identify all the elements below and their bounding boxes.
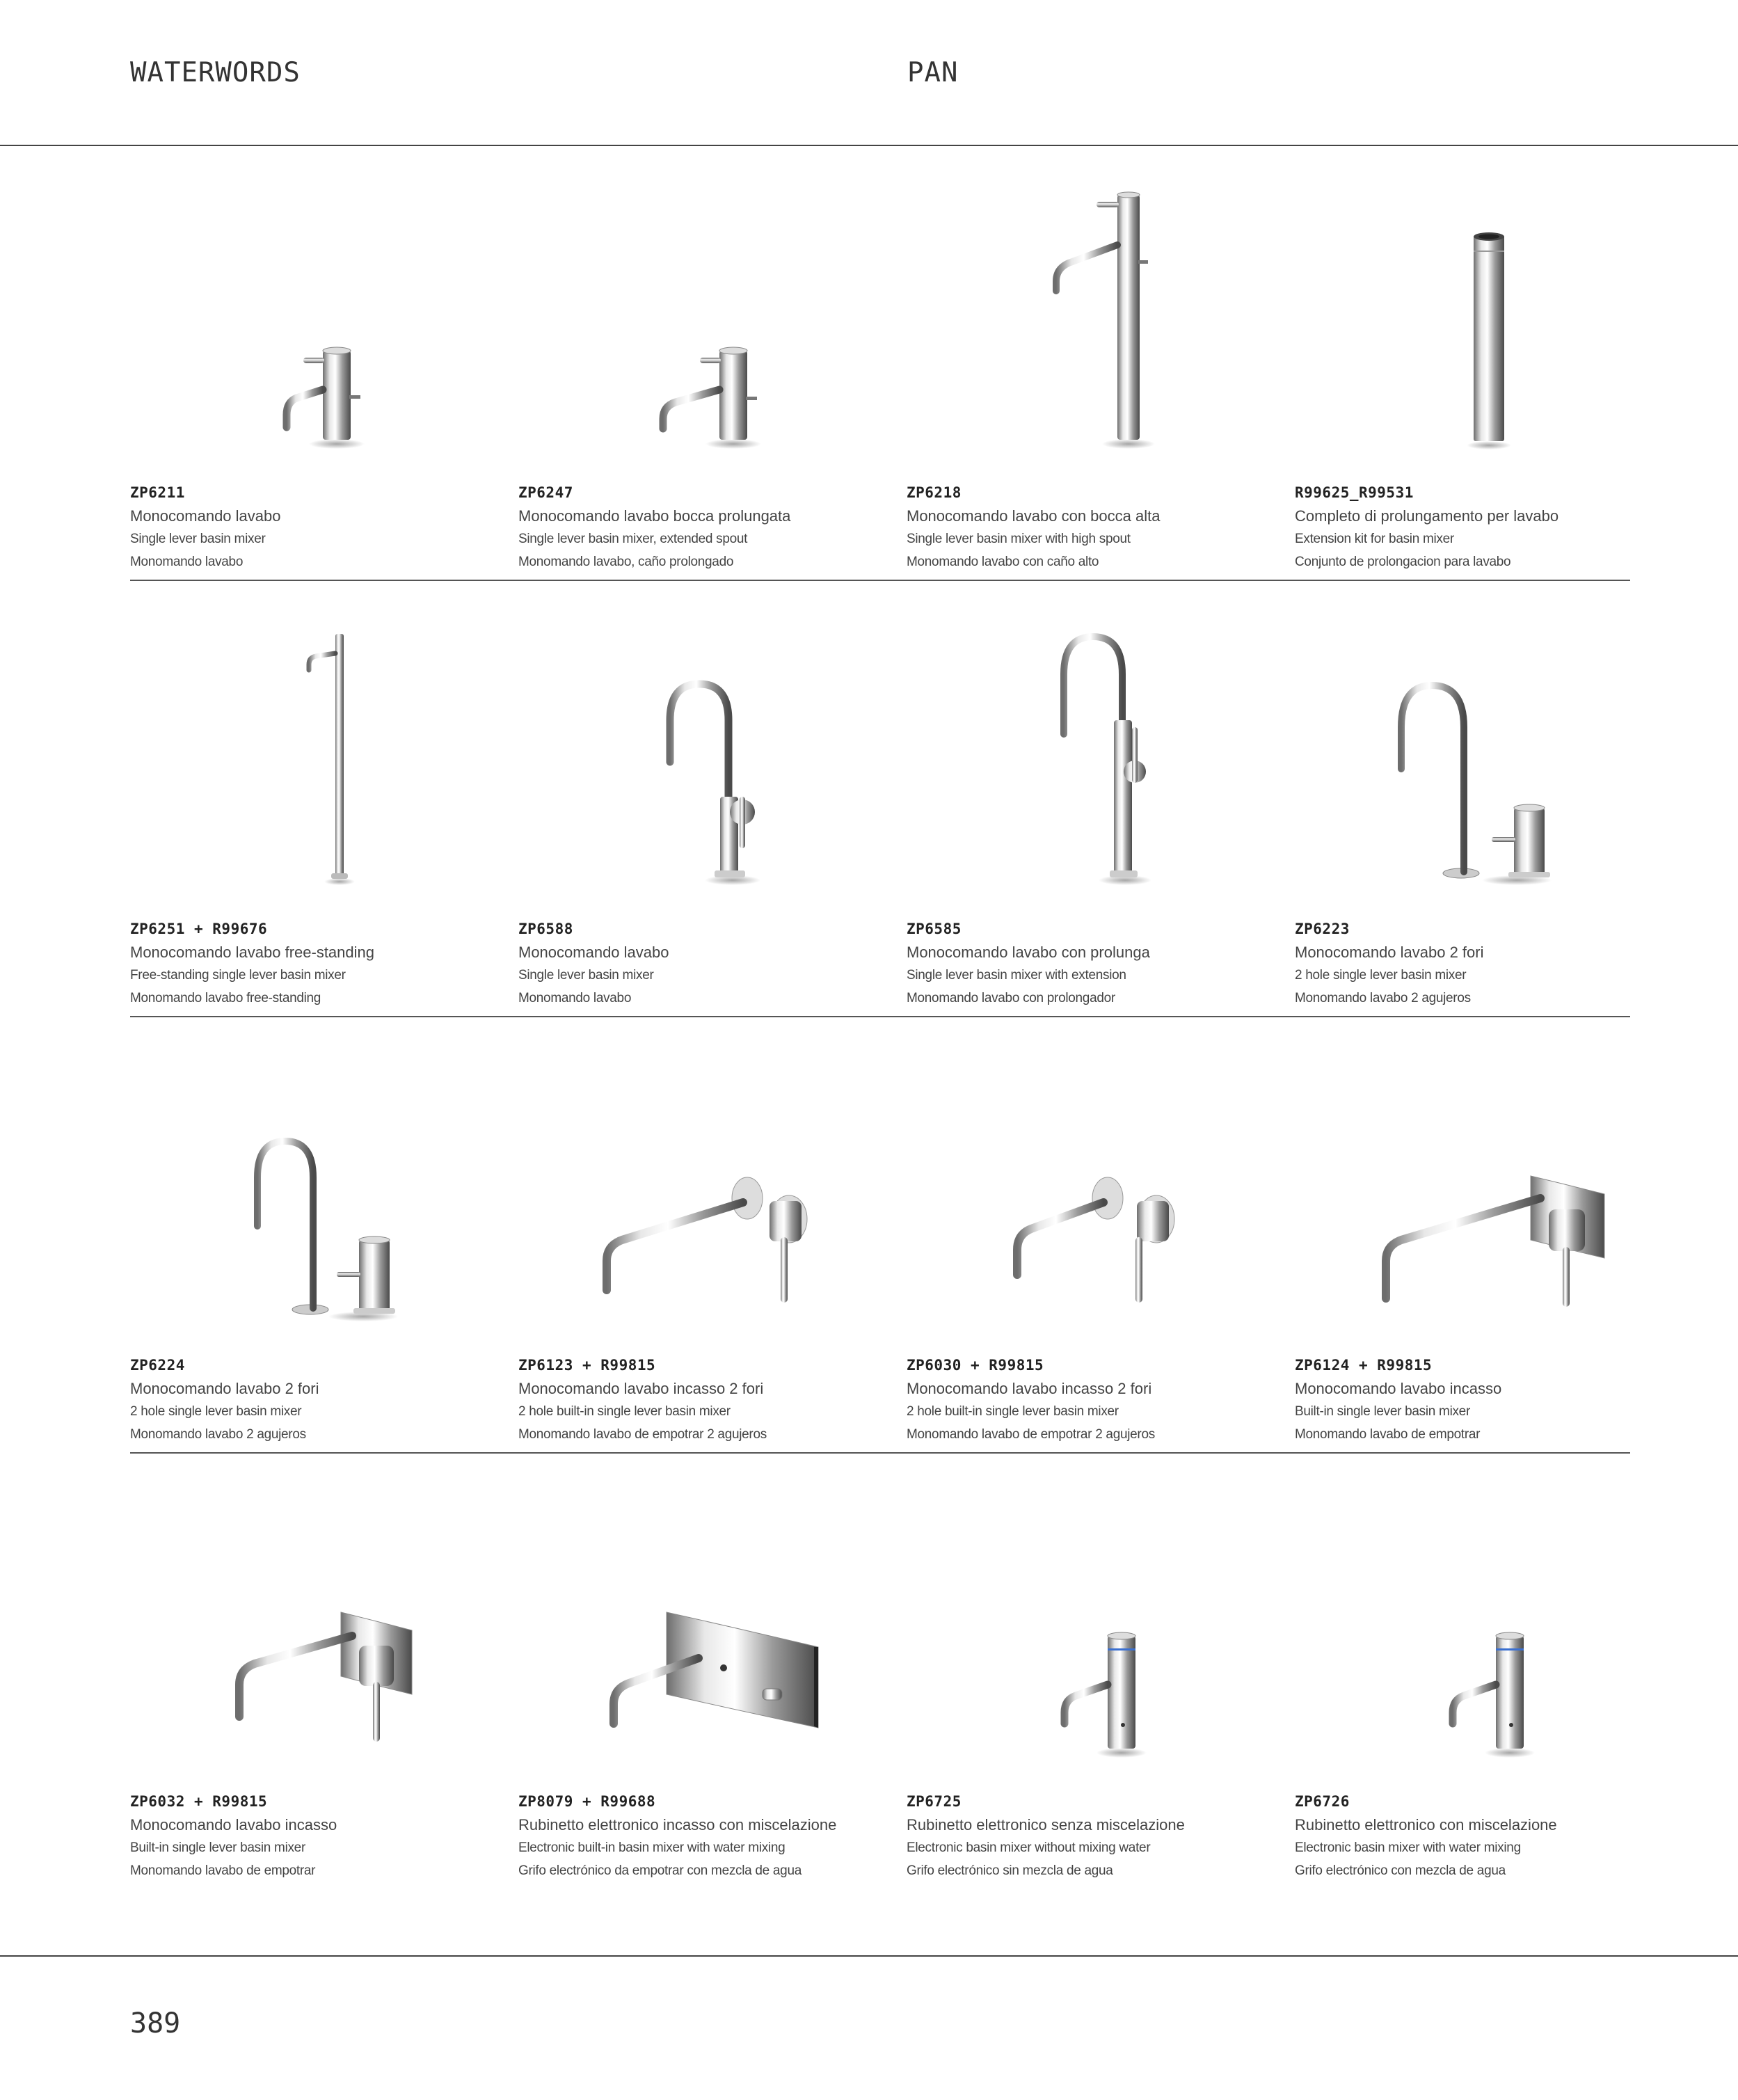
product-name-en: Single lever basin mixer [518, 968, 654, 983]
two-hole-mixer-icon [1392, 671, 1586, 887]
product-code: ZP8079 + R99688 [518, 1793, 656, 1810]
product-name-es: Monomando lavabo de empotrar 2 agujeros [907, 1427, 1155, 1442]
product-name-en: 2 hole built-in single lever basin mixer [907, 1404, 1119, 1419]
product-code: ZP6588 [518, 921, 573, 937]
product-name-it: Monocomando lavabo 2 fori [1295, 944, 1484, 961]
product-card [130, 145, 518, 580]
brand-name: WATERWORDS [130, 57, 301, 88]
product-name-it: Monocomando lavabo incasso 2 fori [518, 1380, 764, 1397]
product-name-es: Monomando lavabo de empotrar 2 agujeros [518, 1427, 767, 1442]
product-name-es: Monomando lavabo 2 agujeros [130, 1427, 306, 1442]
product-name-en: Single lever basin mixer with extension [907, 968, 1126, 983]
two-hole-mixer-icon [227, 1136, 422, 1323]
product-grid [130, 145, 1630, 1888]
wall-mixer-plate-icon [220, 1607, 429, 1760]
product-code: ZP6224 [130, 1357, 185, 1374]
product-name-es: Grifo electrónico con mezcla de agua [1295, 1863, 1506, 1878]
product-name-it: Monocomando lavabo con prolunga [907, 944, 1150, 961]
product-card [518, 1454, 907, 1888]
product-code: ZP6030 + R99815 [907, 1357, 1044, 1374]
product-code: ZP6247 [518, 484, 573, 501]
product-name-it: Monocomando lavabo incasso [130, 1816, 337, 1833]
electronic-wall-mixer-icon [594, 1607, 831, 1760]
product-name-es: Monomando lavabo con caño alto [907, 555, 1099, 569]
product-name-es: Monomando lavabo [518, 991, 632, 1005]
electronic-tap-mixing-icon [1419, 1621, 1558, 1760]
product-name-es: Monomando lavabo de empotrar [1295, 1427, 1481, 1442]
product-name-en: Electronic basin mixer without mixing water [907, 1840, 1151, 1855]
product-name-es: Monomando lavabo free-standing [130, 991, 321, 1005]
product-name-en: Single lever basin mixer with high spout [907, 532, 1131, 546]
product-code: ZP6585 [907, 921, 962, 937]
product-card [907, 1454, 1295, 1888]
product-name-it: Monocomando lavabo [130, 507, 281, 525]
product-name-en: Electronic built-in basin mixer with water mixing [518, 1840, 786, 1855]
product-name-en: 2 hole built-in single lever basin mixer [518, 1404, 731, 1419]
product-name-es: Monomando lavabo, caño prolongado [518, 555, 734, 569]
product-name-en: Electronic basin mixer with water mixing [1295, 1840, 1521, 1855]
product-card [1295, 581, 1683, 1016]
page-header [0, 0, 1738, 146]
product-card [518, 1017, 907, 1452]
product-name-en: Built-in single lever basin mixer [130, 1840, 305, 1855]
product-name-en: Extension kit for basin mixer [1295, 532, 1454, 546]
product-name-es: Monomando lavabo 2 agujeros [1295, 991, 1471, 1005]
product-name-en: Single lever basin mixer, extended spout [518, 532, 748, 546]
product-card [130, 581, 518, 1016]
product-code: ZP6726 [1295, 1793, 1350, 1810]
product-name-es: Grifo electrónico sin mezcla de agua [907, 1863, 1113, 1878]
product-card [518, 581, 907, 1016]
product-name-it: Rubinetto elettronico senza miscelazione [907, 1816, 1185, 1833]
product-code: ZP6123 + R99815 [518, 1357, 656, 1374]
product-card [1295, 145, 1683, 580]
product-name-it: Monocomando lavabo con bocca alta [907, 507, 1161, 525]
basin-mixer-extended-spout-icon [632, 312, 792, 451]
page-number: 389 [130, 2007, 181, 2039]
product-name-it: Monocomando lavabo 2 fori [130, 1380, 319, 1397]
product-card [907, 145, 1295, 580]
product-row [130, 145, 1630, 581]
freestanding-mixer-icon [282, 630, 366, 887]
wall-mixer-two-hole-icon [594, 1170, 831, 1323]
product-code: R99625_R99531 [1295, 484, 1414, 501]
product-name-it: Rubinetto elettronico incasso con miscelazione [518, 1816, 837, 1833]
product-name-it: Monocomando lavabo incasso [1295, 1380, 1502, 1397]
product-name-it: Monocomando lavabo bocca prolungata [518, 507, 791, 525]
gooseneck-mixer-tall-icon [1021, 630, 1181, 887]
product-row [130, 1017, 1630, 1454]
product-row [130, 1454, 1630, 1888]
product-card [518, 145, 907, 580]
basin-mixer-tall-icon [1017, 186, 1184, 451]
product-row [130, 581, 1630, 1017]
product-code: ZP6211 [130, 484, 185, 501]
basin-mixer-short-icon [255, 312, 394, 451]
product-name-it: Rubinetto elettronico con miscelazione [1295, 1816, 1557, 1833]
product-name-it: Monocomando lavabo incasso 2 fori [907, 1380, 1152, 1397]
product-name-it: Monocomando lavabo free-standing [130, 944, 375, 961]
product-name-en: 2 hole single lever basin mixer [130, 1404, 302, 1419]
product-name-en: Single lever basin mixer [130, 532, 266, 546]
product-name-es: Monomando lavabo con prolongador [907, 991, 1115, 1005]
product-code: ZP6251 + R99676 [130, 921, 268, 937]
electronic-tap-icon [1031, 1621, 1170, 1760]
product-code: ZP6218 [907, 484, 962, 501]
product-code: ZP6223 [1295, 921, 1350, 937]
footer-divider [0, 1955, 1738, 1957]
product-name-es: Grifo electrónico da empotrar con mezcla de agua [518, 1863, 802, 1878]
product-card [907, 581, 1295, 1016]
gooseneck-mixer-icon [632, 671, 792, 887]
product-code: ZP6032 + R99815 [130, 1793, 268, 1810]
collection-name: PAN [907, 57, 959, 88]
product-code: ZP6725 [907, 1793, 962, 1810]
product-card [130, 1017, 518, 1452]
product-code: ZP6124 + R99815 [1295, 1357, 1433, 1374]
extension-kit-icon [1447, 228, 1531, 451]
product-card [1295, 1454, 1683, 1888]
product-name-en: Free-standing single lever basin mixer [130, 968, 346, 983]
product-name-es: Monomando lavabo de empotrar [130, 1863, 316, 1878]
product-card [130, 1454, 518, 1888]
wall-mixer-two-hole-short-icon [1003, 1170, 1198, 1323]
product-name-en: 2 hole single lever basin mixer [1295, 968, 1467, 983]
product-card [907, 1017, 1295, 1452]
product-card [1295, 1017, 1683, 1452]
wall-mixer-plate-long-icon [1357, 1170, 1621, 1323]
product-name-it: Monocomando lavabo [518, 944, 669, 961]
product-name-it: Completo di prolungamento per lavabo [1295, 507, 1559, 525]
product-name-es: Conjunto de prolongacion para lavabo [1295, 555, 1511, 569]
product-name-en: Built-in single lever basin mixer [1295, 1404, 1470, 1419]
product-name-es: Monomando lavabo [130, 555, 244, 569]
